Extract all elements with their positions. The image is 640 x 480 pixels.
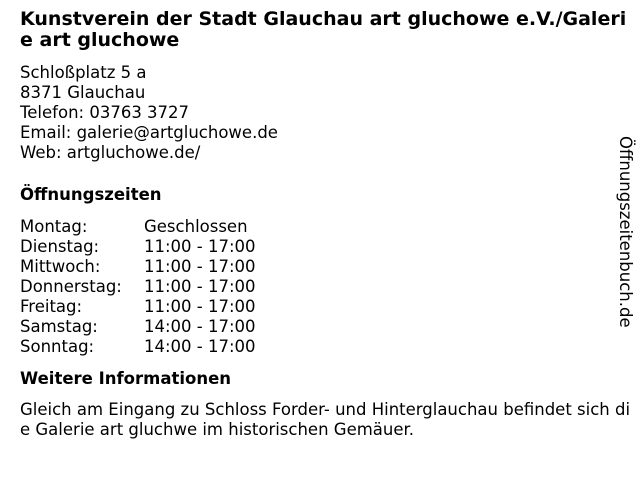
address-city: 8371 Glauchau — [20, 83, 146, 102]
hours-time: 11:00 - 17:00 — [144, 237, 256, 256]
hours-row — [20, 277, 632, 297]
hours-time: 11:00 - 17:00 — [144, 277, 256, 296]
hours-row — [20, 337, 632, 357]
hours-time: 14:00 - 17:00 — [144, 317, 256, 336]
hours-day: Sonntag: — [20, 337, 95, 356]
info-heading: Weitere Informationen — [20, 369, 232, 388]
hours-day: Donnerstag: — [20, 277, 122, 296]
hours-row — [20, 237, 632, 257]
hours-day: Montag: — [20, 217, 88, 236]
hours-heading: Öffnungszeiten — [20, 185, 162, 204]
listing-content — [20, 9, 632, 440]
hours-day: Mittwoch: — [20, 257, 101, 276]
hours-day: Dienstag: — [20, 237, 100, 256]
address-web: Web: artgluchowe.de/ — [20, 143, 201, 162]
hours-day: Freitag: — [20, 297, 83, 316]
site-watermark: Öffnungszeitenbuch.de — [616, 136, 635, 328]
hours-day: Samstag: — [20, 317, 98, 336]
hours-time: 14:00 - 17:00 — [144, 337, 256, 356]
address-email: Email: galerie@artgluchowe.de — [20, 123, 278, 142]
hours-time: 11:00 - 17:00 — [144, 297, 256, 316]
hours-time: Geschlossen — [144, 217, 248, 236]
address-block — [20, 63, 632, 163]
hours-row — [20, 217, 632, 237]
hours-row — [20, 297, 632, 317]
hours-time: 11:00 - 17:00 — [144, 257, 256, 276]
hours-table — [20, 217, 632, 357]
info-text: Gleich am Eingang zu Schloss Forder- und Hinterglauchau befindet sich die Galerie art gluchwe im historischen Gemäuer. — [20, 400, 631, 439]
hours-row — [20, 317, 632, 337]
hours-row — [20, 257, 632, 277]
page-title: Kunstverein der Stadt Glauchau art gluchowe e.V./Galerie art gluchowe — [20, 8, 627, 51]
address-phone: Telefon: 03763 3727 — [20, 103, 190, 122]
address-street: Schloßplatz 5 a — [20, 63, 147, 82]
